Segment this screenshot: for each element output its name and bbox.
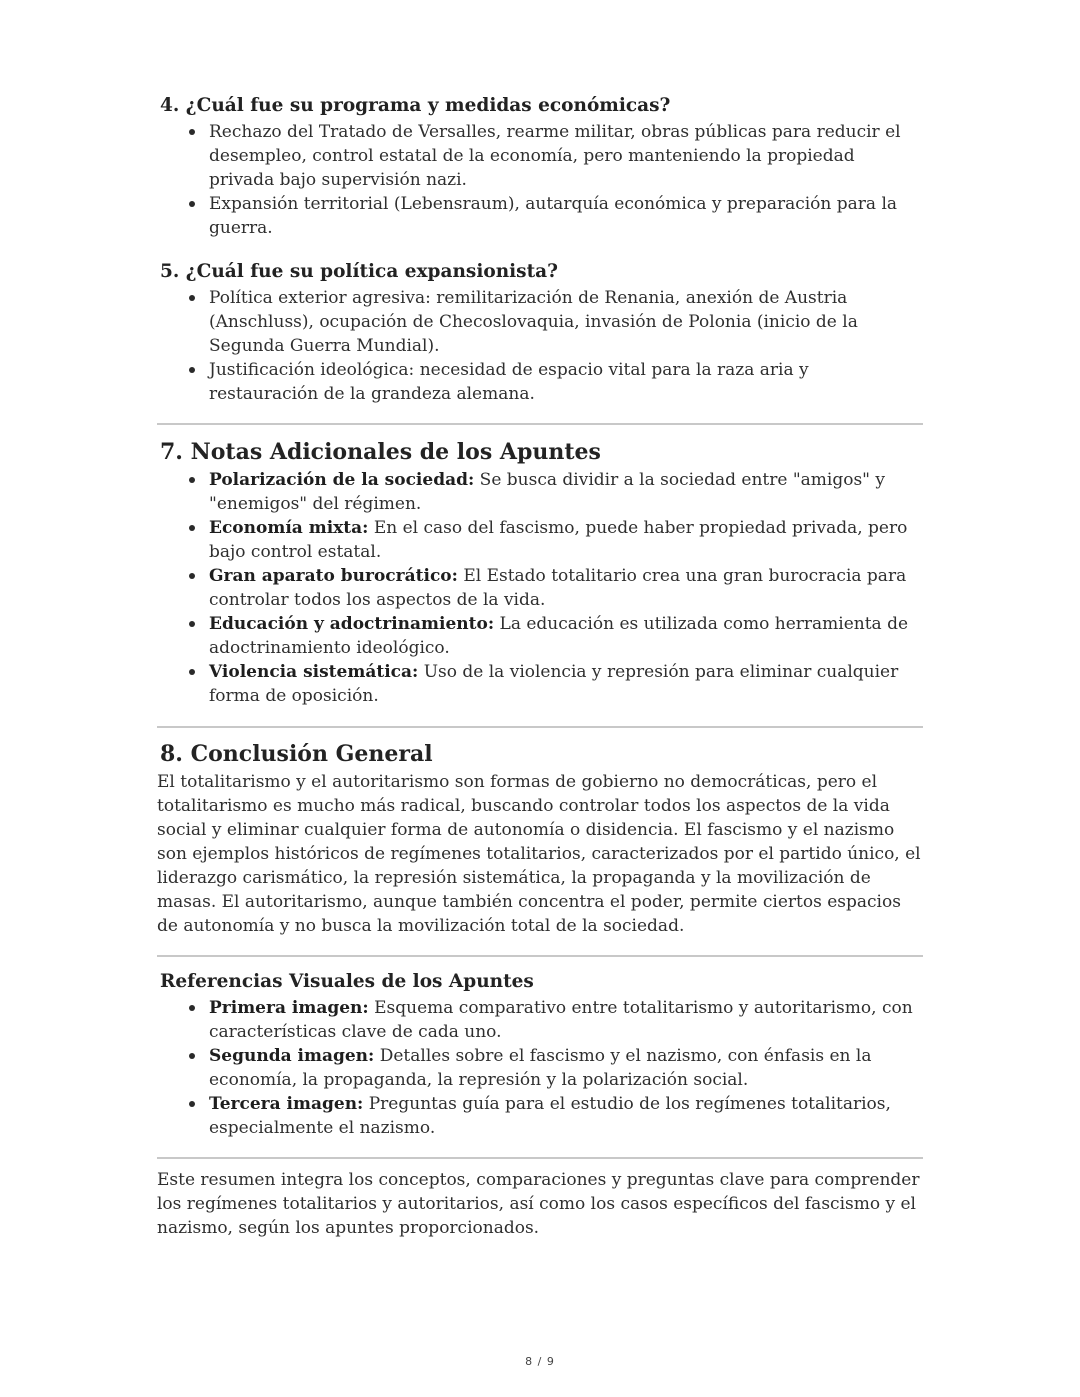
reference-term: Segunda imagen:	[209, 1046, 375, 1066]
reference-term: Primera imagen:	[209, 998, 369, 1018]
section-7-title: 7. Notas Adicionales de los Apuntes	[160, 439, 601, 465]
note-text: El Estado totalitario crea una gran burocracia para controlar todos los aspectos de la vida.	[209, 566, 907, 610]
note-term: Educación y adoctrinamiento:	[209, 614, 495, 634]
question-5-heading: 5. ¿Cuál fue su política expansionista?	[160, 261, 558, 282]
references-title: Referencias Visuales de los Apuntes	[160, 971, 534, 992]
section-8-title: 8. Conclusión General	[160, 741, 433, 767]
note-text: En el caso del fascismo, puede haber propiedad privada, pero bajo control estatal.	[209, 518, 908, 562]
list-item: Política exterior agresiva: remilitarización de Renania, anexión de Austria (Anschluss), ocupación de Checoslovaquia, invasión de Polonia (inicio de la Segunda Guerra Mundial).	[209, 286, 923, 358]
list-item	[209, 996, 923, 1044]
list-item: Justificación ideológica: necesidad de espacio vital para la raza aria y restauración de la grandeza alemana.	[209, 358, 923, 406]
question-4-heading: 4. ¿Cuál fue su programa y medidas económicas?	[160, 95, 671, 116]
note-term: Violencia sistemática:	[209, 662, 419, 682]
note-text: Uso de la violencia y represión para eliminar cualquier forma de oposición.	[209, 662, 899, 706]
reference-text: Esquema comparativo entre totalitarismo y autoritarismo, con características clave de cada uno.	[209, 998, 913, 1042]
list-item	[209, 612, 923, 660]
note-term: Economía mixta:	[209, 518, 369, 538]
question-4-list	[157, 120, 923, 240]
reference-term: Tercera imagen:	[209, 1094, 364, 1114]
spacer	[157, 240, 923, 260]
list-item	[209, 1044, 923, 1092]
references-list	[157, 996, 923, 1140]
page-indicator: 8 / 9	[525, 1355, 555, 1368]
document-page	[157, 94, 923, 1240]
list-item: Rechazo del Tratado de Versalles, rearme militar, obras públicas para reducir el desempleo, control estatal de la economía, pero manteniendo la propiedad privada bajo supervisión nazi.	[209, 120, 923, 192]
note-term: Gran aparato burocrático:	[209, 566, 458, 586]
notes-list	[157, 468, 923, 708]
note-term: Polarización de la sociedad:	[209, 470, 475, 490]
conclusion-paragraph: El totalitarismo y el autoritarismo son formas de gobierno no democráticas, pero el totalitarismo es mucho más radical, buscando controlar todos los aspectos de la vida social y eliminar cualquier forma de autonomía o disidencia. El fascismo y el nazismo son ejemplos históricos de regímenes totalitarios, caracterizados por el partido único, el liderazgo carismático, la represión sistemática, la propaganda y la movilización de masas. El autoritarismo, aunque también concentra el poder, permite ciertos espacios de autonomía y no busca la movilización total de la sociedad.	[157, 772, 921, 936]
list-item	[209, 564, 923, 612]
reference-text: Detalles sobre el fascismo y el nazismo, con énfasis en la economía, la propaganda, la represión y la polarización social.	[209, 1046, 872, 1090]
list-item	[209, 468, 923, 516]
list-item: Expansión territorial (Lebensraum), autarquía económica y preparación para la guerra.	[209, 192, 923, 240]
reference-text: Preguntas guía para el estudio de los regímenes totalitarios, especialmente el nazismo.	[209, 1094, 891, 1138]
note-text: Se busca dividir a la sociedad entre "amigos" y "enemigos" del régimen.	[209, 470, 886, 514]
list-item	[209, 516, 923, 564]
list-item	[209, 1092, 923, 1140]
question-5-list	[157, 286, 923, 406]
summary-paragraph: Este resumen integra los conceptos, comparaciones y preguntas clave para comprender los regímenes totalitarios y autoritarios, así como los casos específicos del fascismo y el nazismo, según los apuntes proporcionados.	[157, 1170, 920, 1238]
list-item	[209, 660, 923, 708]
note-text: La educación es utilizada como herramienta de adoctrinamiento ideológico.	[209, 614, 909, 658]
